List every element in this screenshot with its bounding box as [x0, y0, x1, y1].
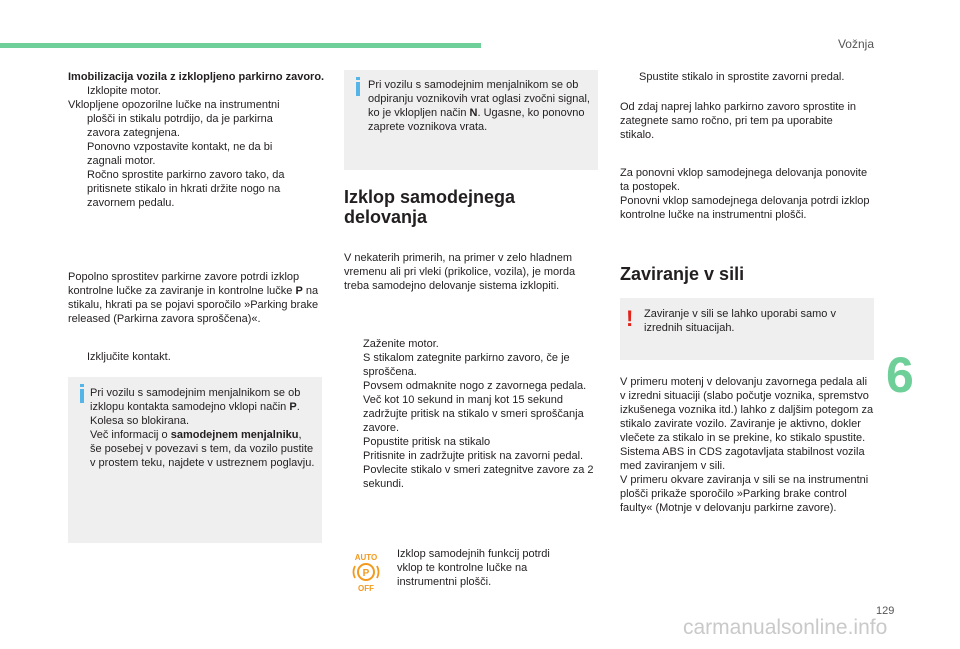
paragraph: pritisnete stikalo in hkrati držite nogo na	[87, 183, 281, 195]
release-paragraph: Popolno sprostitev parkirne zavore potrdi izklop kontrolne lučke za zaviranje in kontrolne lučke P na stikalu, hkrati pa se pojavi sporočilo »Parking brake released (Parkirna zavora sproščena)«.	[68, 271, 319, 325]
section-heading-emergency-braking: Zaviranje v sili	[620, 264, 745, 284]
step-item: Pritisnite in zadržujte pritisk na zavorni pedal.	[363, 450, 584, 462]
auto-p-off-icon	[349, 552, 383, 592]
info-icon	[356, 82, 360, 96]
paragraph: Vklopljene opozorilne lučke na instrumentni	[68, 99, 280, 111]
paragraph: plošči in stikalu potrdijo, da je parkirna	[87, 113, 273, 125]
paragraph: zavornem pedalu.	[87, 197, 175, 209]
column-1	[68, 70, 328, 210]
info-text: Pri vozilu s samodejnim menjalnikom se ob izklopu kontakta samodejno vklopi način P. Kolesa so blokirana. Več informacij o samodejnem menjalniku, še posebej v povezavi s tem, da vozilo pustite v prostem teku, najdete v ustreznem poglavju.	[90, 387, 315, 469]
auto-label: AUTO	[354, 553, 378, 562]
icon-note: Izklop samodejnih funkcij potrdi vklop te kontrolne lučke na instrumentni plošči.	[397, 548, 550, 588]
paragraph: zavora zategnjena.	[87, 127, 180, 139]
warning-box	[620, 298, 874, 360]
step-item: Spustite stikalo in sprostite zavorni predal.	[639, 71, 845, 83]
step-item: Ročno sprostite parkirno zavoro tako, da	[87, 169, 285, 181]
step-item: Več kot 10 sekund in manj kot 15 sekund zadržujte pritisk na stikalo v smeri sproščanja zavore.	[363, 394, 584, 434]
paragraph: zagnali motor.	[87, 155, 156, 167]
section-title: Vožnja	[837, 37, 874, 51]
chapter-number: 6	[886, 347, 914, 403]
emergency-braking-text: V primeru motenj v delovanju zavornega pedala ali v izredni situaciji (slabo počutje voznika, spremstvo izkušenega voznika itd.) lahko z daljšim potegom za stikalo zavirate vozilo. Zaviranje je aktivno, dokler vlečete za stikalo in se prekine, ko stikalo spustite. Sistema ABS in CDS zagotavljata stabilnost vozila med zaviranjem v sili. V primeru okvare zaviranja v sili se na instrumentni plošči prikaže sporočilo »Parking brake control faulty« (Motnje v delovanju parkirne zavore).	[620, 376, 874, 514]
off-label: OFF	[358, 584, 374, 592]
p-letter: P	[362, 568, 370, 579]
info-icon	[80, 389, 84, 403]
step-item: S stikalom zategnite parkirno zavoro, če je sproščena.	[363, 352, 570, 378]
ignition-off-step	[68, 350, 326, 364]
warning-icon: !	[626, 306, 634, 331]
step-item: Izključite kontakt.	[87, 351, 171, 363]
header-accent-bar	[0, 43, 481, 48]
step-item: Povlecite stikalo v smeri zategnitve zavore za 2 sekundi.	[363, 464, 594, 490]
step-item: Popustite pritisk na stikalo	[363, 436, 491, 448]
warning-text: Zaviranje v sili se lahko uporabi samo v izrednih situacijah.	[644, 308, 836, 334]
intro-paragraph: V nekaterih primerih, na primer v zelo hladnem vremenu ali pri vleki (prikolice, vozila), je morda treba samodejno delovanje sistema izklopiti.	[344, 252, 576, 292]
step-item: Ponovno vzpostavite kontakt, ne da bi	[87, 141, 273, 153]
column-3-top	[620, 70, 874, 84]
immobilization-heading: Imobilizacija vozila z izklopljeno parkirno zavoro.	[68, 71, 325, 83]
watermark: carmanualsonline.info	[683, 616, 888, 639]
step-item: Povsem odmaknite nogo z zavornega pedala.	[363, 380, 587, 392]
info-text: Pri vozilu s samodejnim menjalnikom se ob odpiranju voznikovih vrat oglasi zvočni signal, ko je vklopljen način N. Ugasne, ko ponovno zaprete voznikova vrata.	[368, 79, 590, 133]
info-box-door-signal	[344, 70, 598, 170]
steps-list	[344, 337, 596, 491]
step-item: Izklopite motor.	[87, 85, 161, 97]
reactivation-paragraph: Za ponovni vklop samodejnega delovanja ponovite ta postopek. Ponovni vklop samodejnega delovanja potrdi izklop kontrolne lučke na instrumentni plošči.	[620, 167, 870, 221]
paragraph: Od zdaj naprej lahko parkirno zavoro sprostite in zategnete samo ročno, pri tem pa uporabite stikalo.	[620, 101, 857, 141]
section-heading-auto-off: Izklop samodejnega delovanja	[344, 187, 516, 227]
info-box-automatic-gearbox	[68, 377, 322, 543]
page-number: 129	[876, 605, 895, 617]
step-item: Zaženite motor.	[363, 338, 439, 350]
